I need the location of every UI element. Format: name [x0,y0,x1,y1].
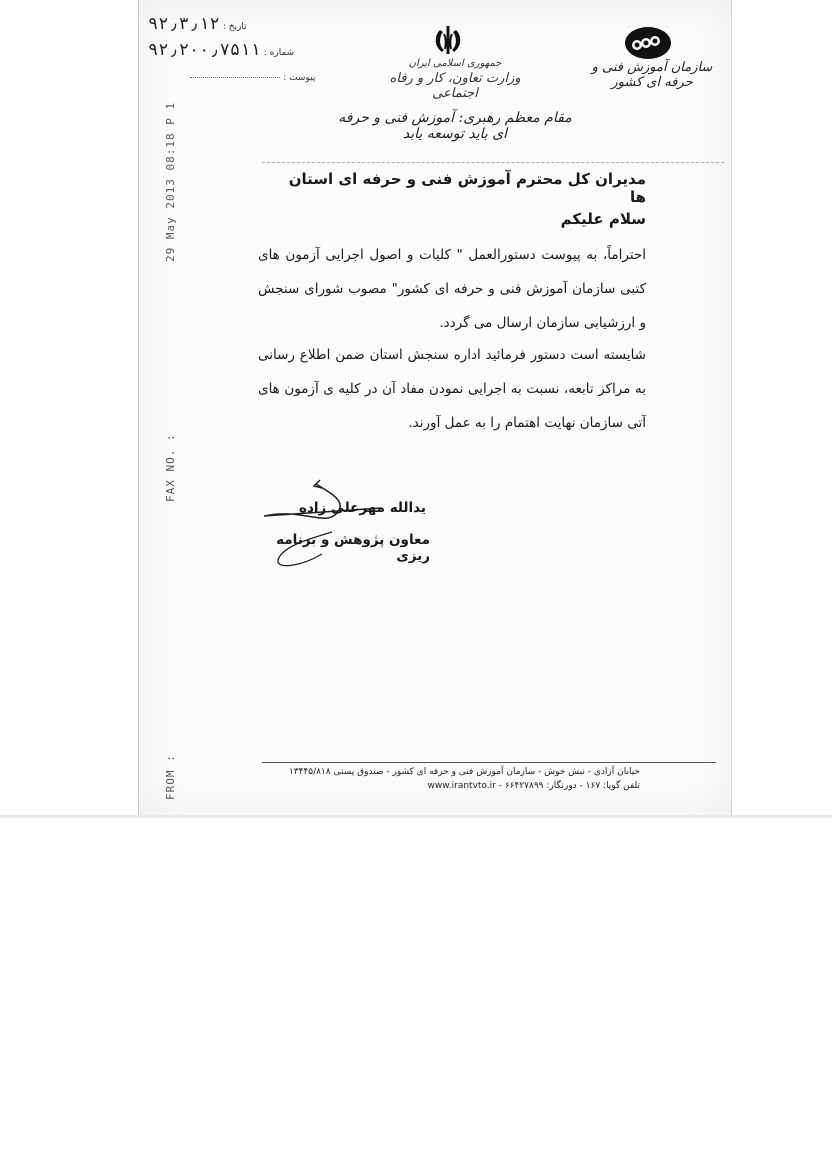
fax-number-label: FAX NO. : [164,433,177,502]
ministry-country: جمهوری اسلامی ایران [408,58,502,69]
scan-edge [0,815,832,818]
fax-from-label: FROM : [164,754,177,800]
number-value: ۹۲٫۲۰۰٫۷۵۱۱ [148,40,261,60]
footer-address: خیابان آزادی - نبش خوش - سازمان آموزش فنی و حرفه ای کشور - صندوق پستی ۱۳۴۴۵/۸۱۸ [288,767,640,777]
fax-timestamp: 29 May 2013 08:18 P 1 [164,101,177,262]
date-value: ۹۲٫۳٫۱۲ [148,14,220,34]
body-paragraph-2: شایسته است دستور فرمائید اداره سنجش استان ضمن اطلاع رسانی به مراکز تابعه، نسبت به اجرایی نمودن مفاد آن در کلیه ی آزمون های آتی سازمان نهایت اهتمام را به عمل آورند. [258,347,646,431]
leader-motto: مقام معظم رهبری: آموزش فنی و حرفه ای باید توسعه یابد [338,110,572,142]
attachment-dots [190,77,280,78]
ministry-name: وزارت تعاون، کار و رفاه اجتماعی [389,71,521,101]
ministry-header [370,58,540,101]
header-divider [262,162,724,163]
footer-divider [262,762,716,763]
footer-contact: تلفن گویا: ۱۶۷ - دورنگار: ۶۶۴۲۷۸۹۹ - www.irantvto.ir [427,781,640,791]
signatory-title: معاون پژوهش و برنامه ریزی [276,532,430,564]
attachment-label: پیوست : [283,73,316,83]
date-label: تاریخ : [222,22,247,32]
greeting: سلام علیکم [560,210,646,228]
number-line [148,40,294,60]
signatory-name: یدالله مهرعلی زاده [298,500,426,516]
body-paragraph-1: احتراماً، به پیوست دستورالعمل " کلیات و اصول اجرایی آزمون های کتبی سازمان آموزش فنی و حرفه ای کشور" مصوب شورای سنجش و ارزشیابی سازمان ارسال می گردد. [258,247,646,331]
attachment-line [190,72,315,83]
iran-emblem-icon [430,22,466,58]
number-label: شماره : [263,48,295,58]
date-line [148,14,247,34]
organization-name: سازمان آموزش فنی و حرفه ای کشور [591,60,713,90]
tvto-logo-icon [624,26,672,60]
addressee: مدیران کل محترم آموزش فنی و حرفه ای استان ها [288,170,646,206]
